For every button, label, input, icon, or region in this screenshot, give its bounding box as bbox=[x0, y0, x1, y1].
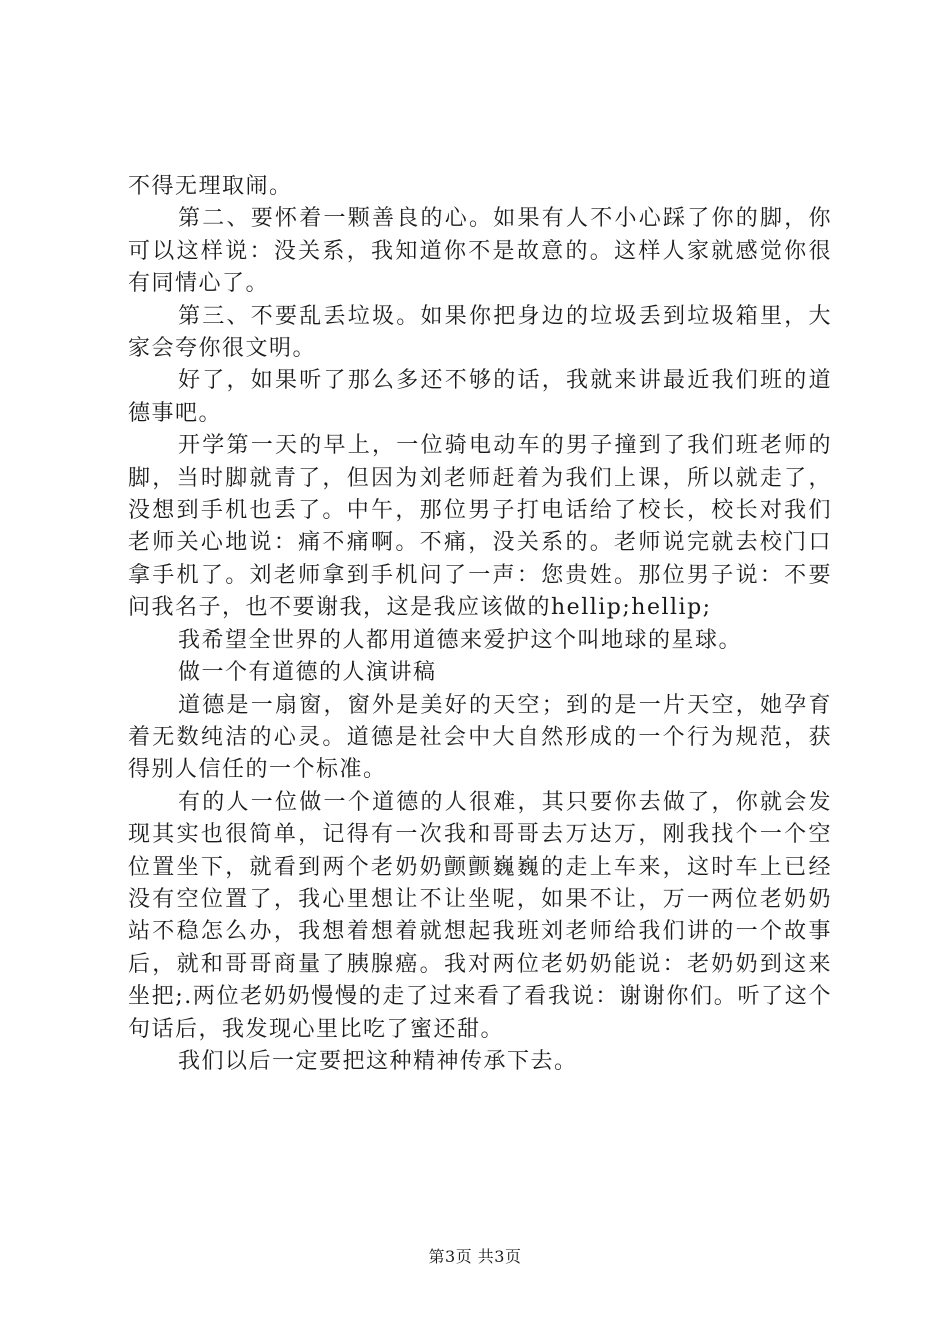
page-footer bbox=[0, 1244, 950, 1267]
paragraph: 开学第一天的早上，一位骑电动车的男子撞到了我们班老师的脚，当时脚就青了，但因为刘老师赶着为我们上课，所以就走了，没想到手机也丢了。中午，那位男子打电话给了校长，校长对我们老师关心地说：痛不痛啊。不痛，没关系的。老师说完就去校门口拿手机了。刘老师拿到手机问了一声：您贵姓。那位男子说：不要问我名子，也不要谢我，这是我应该做的hellip;hellip; bbox=[128, 433, 832, 621]
paragraph: 有的人一位做一个道德的人很难，其只要你去做了，你就会发现其实也很简单，记得有一次我和哥哥去万达万，刚我找个一个空位置坐下，就看到两个老奶奶颤颤巍巍的走上车来，这时车上已经没有空位置了，我心里想让不让坐呢，如果不让，万一两位老奶奶站不稳怎么办，我想着想着就想起我班刘老师给我们讲的一个故事后，就和哥哥商量了胰腺癌。我对两位老奶奶能说：老奶奶到这来坐把;.两位老奶奶慢慢的走了过来看了看我说：谢谢你们。听了这个句话后，我发现心里比吃了蜜还甜。 bbox=[128, 789, 832, 1042]
paragraph: 第二、要怀着一颗善良的心。如果有人不小心踩了你的脚，你可以这样说：没关系，我知道你不是故意的。这样人家就感觉你很有同情心了。 bbox=[128, 206, 832, 297]
paragraph: 第三、不要乱丢垃圾。如果你把身边的垃圾丢到垃圾箱里，大家会夸你很文明。 bbox=[128, 303, 832, 362]
paragraph: 我们以后一定要把这种精神传承下去。 bbox=[178, 1048, 578, 1074]
paragraph: 道德是一扇窗，窗外是美好的天空；到的是一片天空，她孕育着无数纯洁的心灵。道德是社会中大自然形成的一个行为规范，获得别人信任的一个标准。 bbox=[128, 692, 832, 783]
paragraph: 我希望全世界的人都用道德来爱护这个叫地球的星球。 bbox=[178, 627, 743, 653]
paragraph: 好了，如果听了那么多还不够的话，我就来讲最近我们班的道德事吧。 bbox=[128, 368, 832, 426]
document-body bbox=[128, 171, 832, 1078]
section-heading: 做一个有道德的人演讲稿 bbox=[178, 660, 437, 686]
page-number: 第3页 共3页 bbox=[428, 1247, 522, 1266]
paragraph: 不得无理取闹。 bbox=[128, 174, 293, 199]
